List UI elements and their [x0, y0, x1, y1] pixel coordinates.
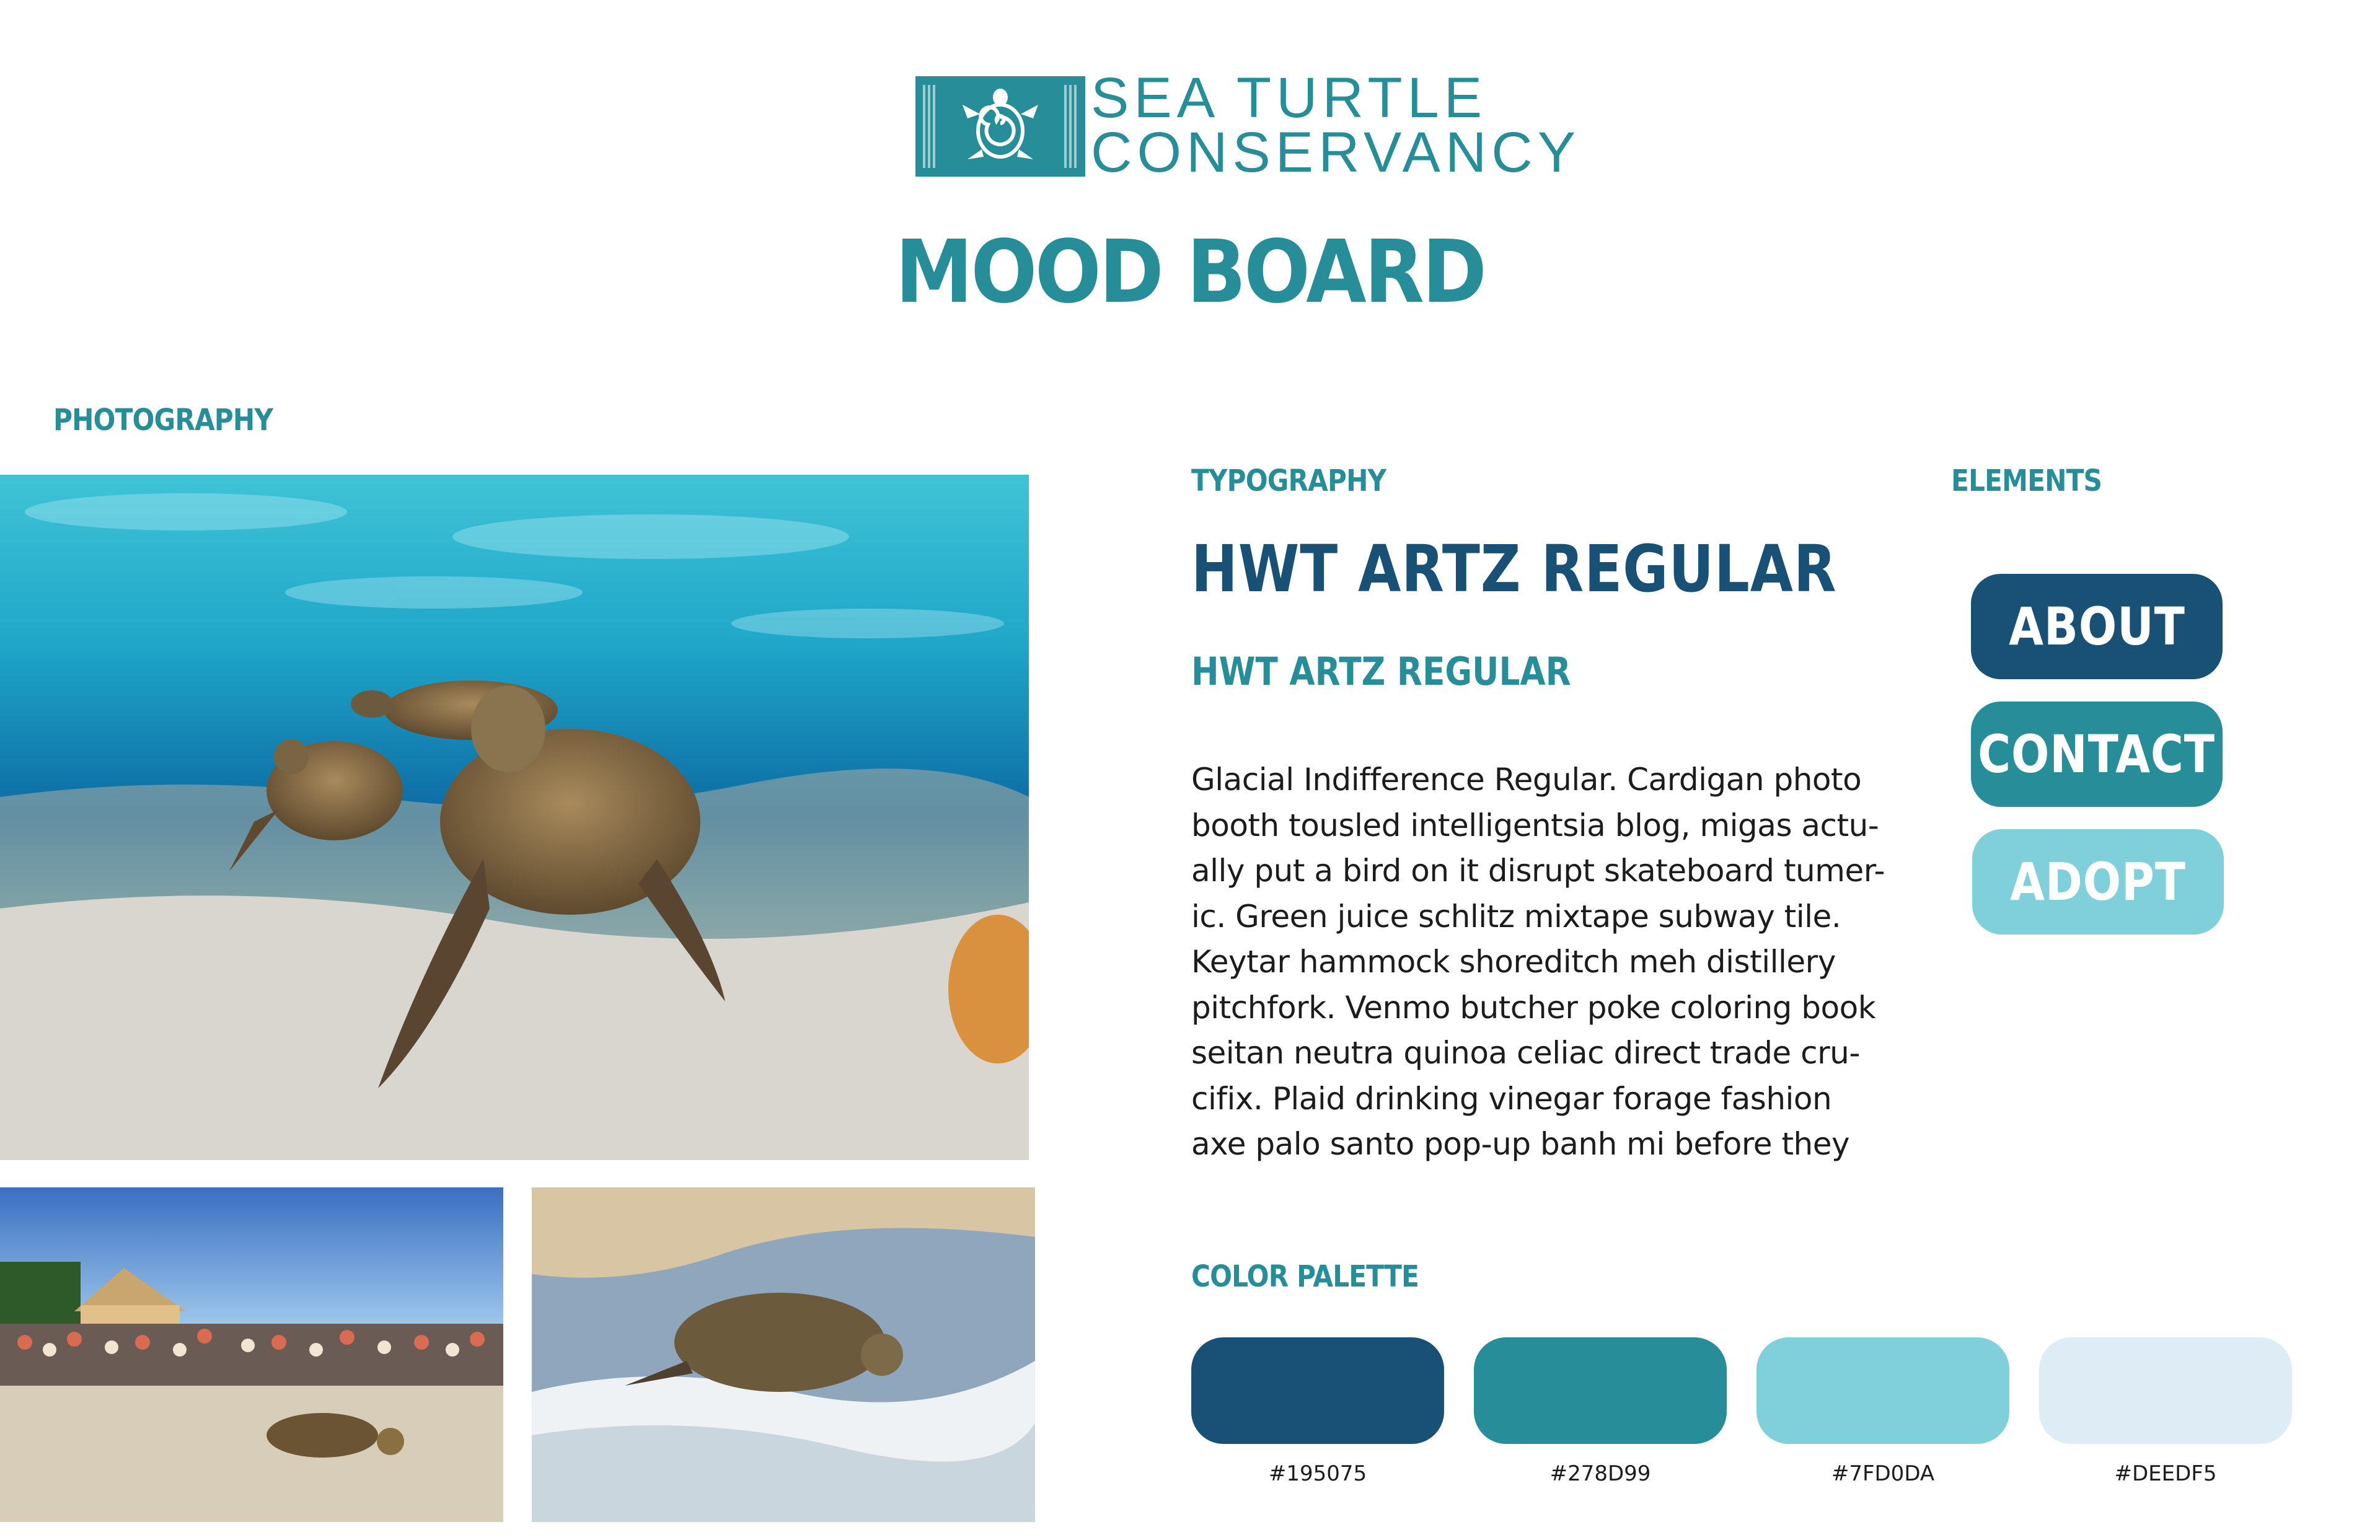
sea-turtles-underwater-photo	[0, 475, 1029, 1160]
body-line: pitchfork. Venmo butcher poke coloring book	[1191, 989, 1876, 1026]
body-line: ic. Green juice schlitz mixtape subway tile.	[1191, 898, 1841, 935]
elements-label: ELEMENTS	[1951, 464, 2102, 498]
logo-wordmark	[1091, 66, 1581, 184]
adopt-button[interactable]	[1972, 829, 2224, 935]
color-palette-label: COLOR PALETTE	[1191, 1259, 1419, 1294]
turtle-release-crowd-beach-photo	[0, 1187, 503, 1522]
body-line: booth tousled intelligentsia blog, migas actu-	[1191, 807, 1879, 843]
heading-font-sample: HWT ARTZ REGULAR	[1191, 531, 1837, 607]
body-line: seitan neutra quinoa celiac direct trade cru-	[1191, 1035, 1860, 1071]
contact-button[interactable]	[1971, 702, 2223, 807]
swatch-hex-label: #DEEDF5	[2114, 1461, 2217, 1486]
turtle-entering-surf-photo	[532, 1187, 1035, 1522]
typography-label: TYPOGRAPHY	[1191, 464, 1386, 498]
body-line: Glacial Indifference Regular. Cardigan photo	[1191, 762, 1862, 798]
color-swatch-light-teal	[1756, 1337, 2009, 1444]
logo-line-1: SEA TURTLE	[1091, 66, 1488, 130]
about-button[interactable]	[1971, 574, 2223, 679]
color-swatch-pale-blue	[2039, 1337, 2292, 1444]
color-swatch-teal	[1474, 1337, 1727, 1444]
subheading-font-sample: HWT ARTZ REGULAR	[1191, 649, 1571, 694]
swatch-hex-label: #7FD0DA	[1831, 1461, 1935, 1486]
color-swatch-dark-blue	[1191, 1337, 1444, 1444]
photography-label: PHOTOGRAPHY	[53, 403, 273, 438]
contact-button-label: CONTACT	[1978, 724, 2216, 785]
body-font-sample	[1191, 757, 1923, 1168]
page-title: MOOD BOARD	[895, 222, 1485, 323]
body-line: cifix. Plaid drinking vinegar forage fashion	[1191, 1080, 1832, 1117]
body-line: Keytar hammock shoreditch meh distillery	[1191, 944, 1836, 980]
logo-mark	[915, 76, 1085, 177]
adopt-button-label: ADOPT	[2010, 851, 2186, 912]
logo-line-2: CONSERVANCY	[1091, 121, 1581, 184]
turtle-logo-icon	[954, 80, 1047, 173]
swatch-hex-label: #278D99	[1549, 1461, 1651, 1486]
about-button-label: ABOUT	[2008, 596, 2185, 657]
body-line: axe palo santo pop-up banh mi before they	[1191, 1126, 1850, 1162]
body-line: ally put a bird on it disrupt skateboard tumer-	[1191, 853, 1885, 889]
swatch-hex-label: #195075	[1268, 1461, 1367, 1486]
